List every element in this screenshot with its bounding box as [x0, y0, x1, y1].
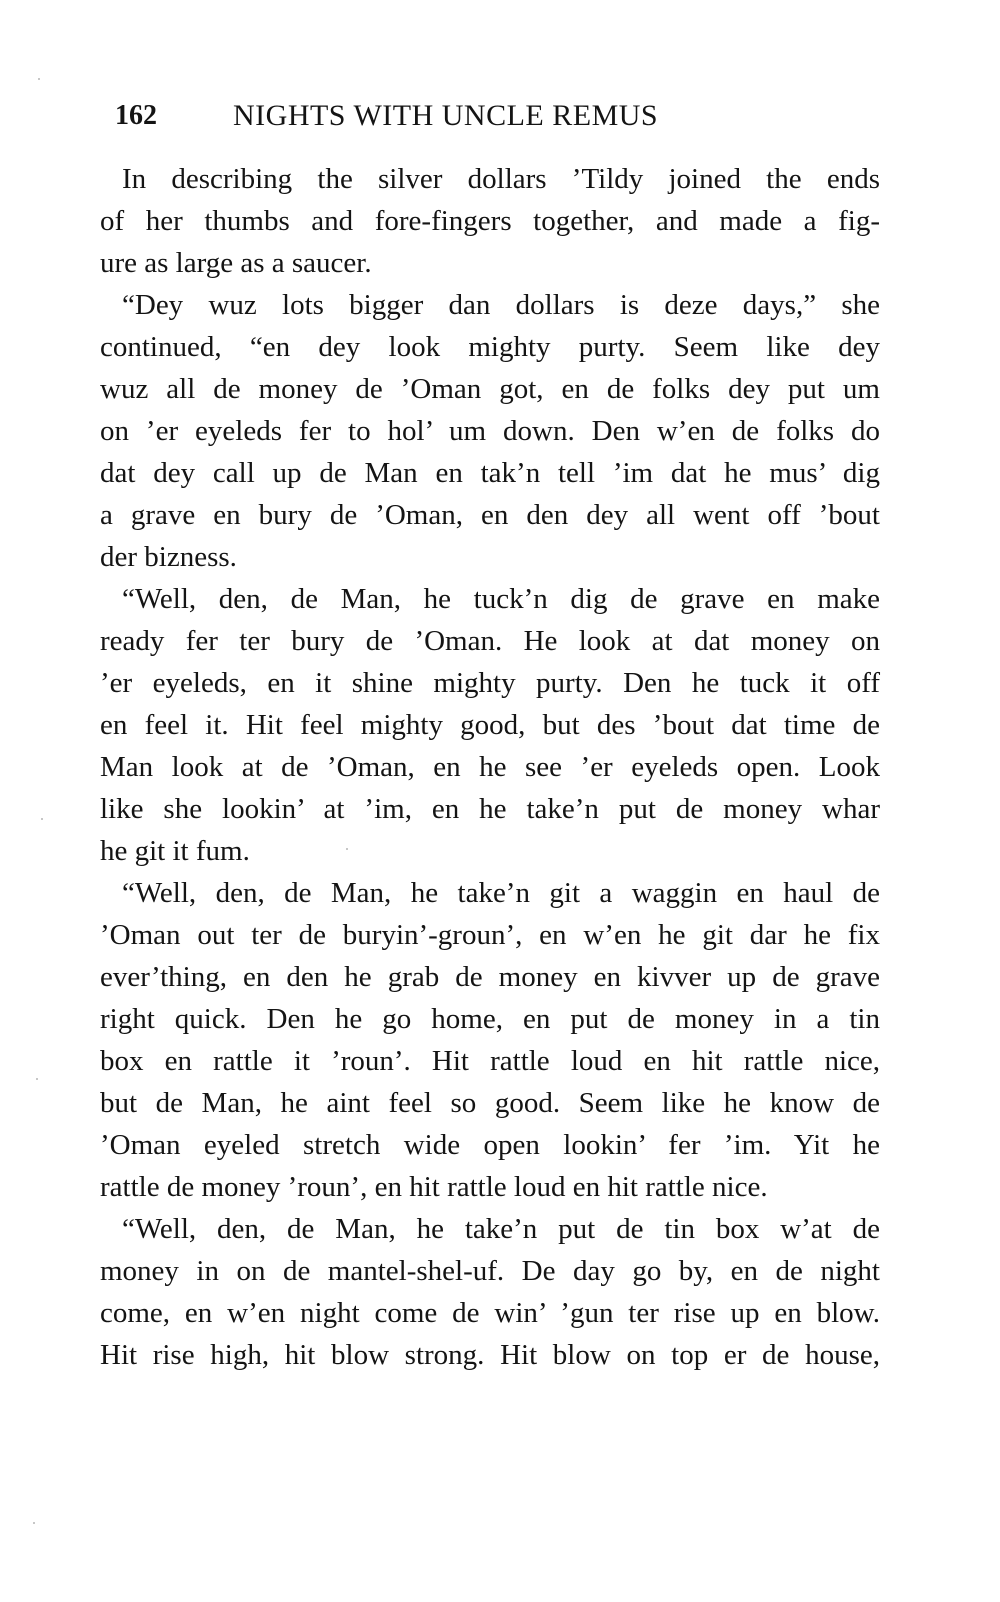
text-line: “Well, den, de Man, he take’n put de tin box w’at de	[122, 1213, 880, 1245]
text-line: continued, “en dey look mighty purty. Seem like dey	[100, 331, 880, 363]
running-head-title: NIGHTS WITH UNCLE REMUS	[233, 99, 659, 132]
text-line: ’er eyeleds, en it shine mighty purty. Den he tuck it off	[100, 667, 880, 699]
scan-speck	[38, 78, 40, 80]
text-line: Man look at de ’Oman, en he see ’er eyeleds open. Look	[100, 751, 880, 783]
text-line: ever’thing, en den he grab de money en kivver up de grave	[100, 961, 880, 993]
text-line: right quick. Den he go home, en put de money in a tin	[100, 1003, 880, 1035]
text-line: but de Man, he aint feel so good. Seem like he know de	[100, 1087, 880, 1119]
text-line: he git it fum.	[100, 835, 250, 867]
body-text	[100, 158, 880, 1376]
text-line: ready fer ter bury de ’Oman. He look at dat money on	[100, 625, 880, 657]
text-line: on ’er eyeleds fer to hol’ um down. Den w’en de folks do	[100, 415, 880, 447]
text-line: Hit rise high, hit blow strong. Hit blow on top er de house,	[100, 1339, 880, 1371]
text-line: rattle de money ’roun’, en hit rattle loud en hit rattle nice.	[100, 1171, 768, 1203]
text-line: of her thumbs and fore-fingers together, and made a fig-	[100, 205, 880, 237]
text-line: like she lookin’ at ’im, en he take’n put de money whar	[100, 793, 880, 825]
text-line: der bizness.	[100, 541, 237, 573]
text-line: come, en w’en night come de win’ ’gun ter rise up en blow.	[100, 1297, 880, 1329]
text-line: “Well, den, de Man, he take’n git a waggin en haul de	[122, 877, 880, 909]
scan-speck	[41, 818, 43, 820]
running-head	[115, 96, 875, 136]
text-line: en feel it. Hit feel mighty good, but des ’bout dat time de	[100, 709, 880, 741]
text-line: “Well, den, de Man, he tuck’n dig de grave en make	[122, 583, 880, 615]
text-line: ’Oman out ter de buryin’-groun’, en w’en he git dar he fix	[100, 919, 880, 951]
scan-speck	[346, 848, 348, 850]
scan-speck	[33, 1522, 35, 1524]
text-line: money in on de mantel-shel-uf. De day go by, en de night	[100, 1255, 880, 1287]
text-line: “Dey wuz lots bigger dan dollars is deze days,” she	[122, 289, 880, 321]
page-number: 162	[115, 100, 157, 131]
text-line: wuz all de money de ’Oman got, en de folks dey put um	[100, 373, 880, 405]
text-line: ure as large as a saucer.	[100, 247, 372, 279]
text-line: dat dey call up de Man en tak’n tell ’im dat he mus’ dig	[100, 457, 880, 489]
text-line: In describing the silver dollars ’Tildy joined the ends	[122, 163, 880, 195]
text-line: box en rattle it ’roun’. Hit rattle loud en hit rattle nice,	[100, 1045, 880, 1077]
text-line: a grave en bury de ’Oman, en den dey all went off ’bout	[100, 499, 880, 531]
scan-speck	[36, 1078, 38, 1080]
text-line: ’Oman eyeled stretch wide open lookin’ fer ’im. Yit he	[100, 1129, 880, 1161]
